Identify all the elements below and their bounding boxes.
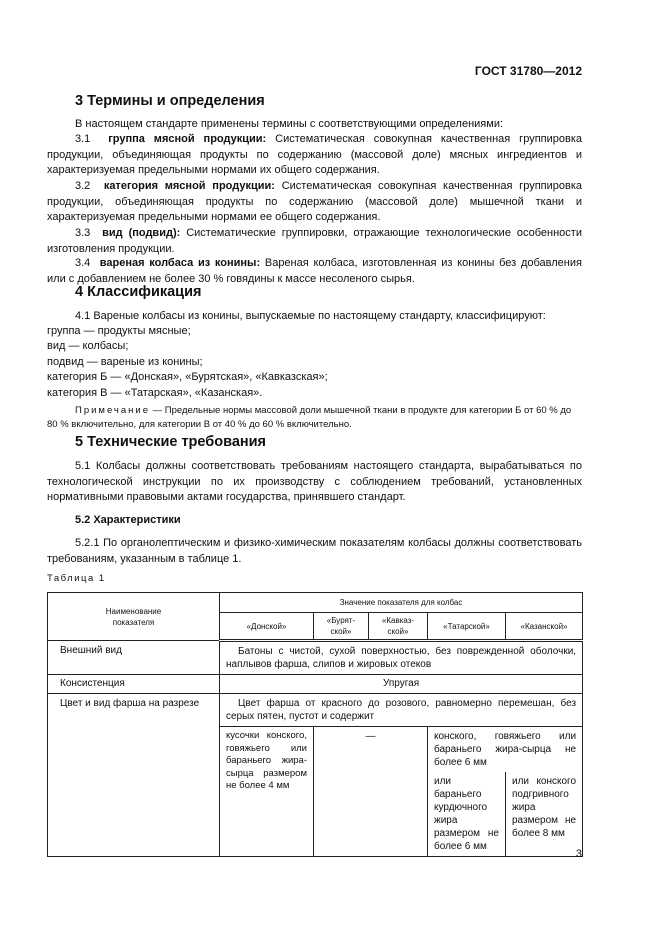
classification-item: категория В — «Татарская», «Казанская». bbox=[47, 387, 263, 399]
row-name-appearance: Внешний вид bbox=[48, 641, 220, 675]
page-number: 3 bbox=[575, 848, 582, 860]
classification-item: группа — продукты мясные; bbox=[47, 325, 191, 337]
table-row bbox=[48, 694, 583, 727]
term-name: группа мясной продукции: bbox=[108, 133, 267, 145]
table-caption: Таблица 1 bbox=[47, 573, 106, 584]
note-label: Примечание bbox=[75, 405, 150, 416]
term-3-3 bbox=[47, 226, 582, 257]
term-number: 3.1 bbox=[75, 133, 91, 145]
section-3-title: 3 Термины и определения bbox=[75, 93, 265, 109]
table-row bbox=[48, 675, 583, 694]
color-value-donskoy: кусочки конского, говяжьего или бараньего жира-сырца размером не более 4 мм bbox=[220, 727, 314, 857]
column-header-tatarskoy: «Татарской» bbox=[428, 613, 506, 641]
table-row bbox=[48, 641, 583, 675]
classification-item: категория Б — «Донская», «Бурятская», «Кавказская»; bbox=[47, 371, 328, 383]
term-name: категория мясной продукции: bbox=[103, 180, 275, 192]
row-name-consistency: Консистенция bbox=[48, 675, 220, 694]
term-3-1 bbox=[47, 132, 582, 179]
color-value-kazanskoy: или конского подгривного жира размером не более 8 мм bbox=[506, 772, 583, 857]
term-3-4 bbox=[47, 256, 582, 287]
term-3-2 bbox=[47, 179, 582, 226]
term-number: 3.2 bbox=[75, 180, 91, 192]
column-header-kazanskoy: «Казанской» bbox=[506, 613, 583, 641]
document-id: ГОСТ 31780—2012 bbox=[474, 64, 582, 78]
color-value-tatarskoy: или бараньего курдючного жира размером не более 6 мм bbox=[428, 772, 506, 857]
row-value-color: Цвет фарша от красного до розового, равномерно перемешан, без серых пятен, пустот и содержит bbox=[220, 694, 583, 727]
section-4-intro: 4.1 Вареные колбасы из конины, выпускаемые по настоящему стандарту, классифицируют: bbox=[75, 310, 546, 322]
term-definition: Систематическая совокупная качественная группировка продукции, объединяющая продукты по содержанию (массовой доле) мышечной ткани и характеризуемая предельными нормами ее общего содержания. bbox=[47, 180, 582, 223]
classification-note bbox=[47, 404, 582, 431]
note-text: — Предельные нормы массовой доли мышечной ткани в продукте для категории Б от 60 % до 80 % включительно, для категории В от 40 % до 60 % включительно. bbox=[47, 405, 572, 430]
classification-item: вид — колбасы; bbox=[47, 340, 129, 352]
column-group-header: Значение показателя для колбас bbox=[220, 593, 583, 613]
color-value-tatar-kazan: конского, говяжьего или бараньего жира-сырца не более 6 мм bbox=[428, 727, 583, 773]
row-value-consistency: Упругая bbox=[220, 675, 583, 694]
paragraph-5-1: 5.1 Колбасы должны соответствовать требованиям настоящего стандарта, вырабатываться по технологической инструкции по их производству с соблюдением требований, установленных нормативными правовыми актами государства, принявшего стандарт. bbox=[47, 460, 582, 503]
row-value-appearance: Батоны с чистой, сухой поверхностью, без поврежденной оболочки, наплывов фарша, слипов и жировых отеков bbox=[220, 641, 583, 675]
section-5-title: 5 Технические требования bbox=[75, 434, 267, 450]
section-4-title: 4 Классификация bbox=[75, 284, 202, 300]
classification-item: подвид — вареные из конины; bbox=[47, 356, 203, 368]
subsection-5-2-title: 5.2 Характеристики bbox=[75, 514, 181, 526]
row-name-color: Цвет и вид фарша на разрезе bbox=[48, 694, 220, 857]
section-3-intro: В настоящем стандарте применены термины с соответствующими определениями: bbox=[75, 118, 504, 130]
column-header-indicator: Наименование показателя bbox=[48, 593, 220, 641]
column-header-donskoy: «Донской» bbox=[220, 613, 314, 641]
term-definition: Вареная колбаса, изготовленная из конины без добавления или с добавлением не более 30 % говядины к массе несоленого сырья. bbox=[47, 257, 582, 285]
term-number: 3.4 bbox=[75, 257, 91, 269]
term-definition: Систематическая совокупная качественная группировка продукции, объединяющая продукты по содержанию (массовой доле) мясных ингредиентов и характеризуемая предельными нормами их общего содержания. bbox=[47, 133, 583, 176]
term-number: 3.3 bbox=[75, 227, 91, 239]
term-name: вареная колбаса из конины: bbox=[99, 257, 261, 269]
column-header-buryatskoy: «Бурят-ской» bbox=[314, 613, 369, 641]
term-definition: Систематические группировки, отражающие технологические особенности изготовления продукции. bbox=[47, 227, 582, 255]
column-header-kavkazskoy: «Кавказ-ской» bbox=[369, 613, 428, 641]
term-name: вид (подвид): bbox=[102, 227, 181, 239]
paragraph-5-2-1: 5.2.1 По органолептическим и физико-химическим показателям колбасы должны соответствовать требованиям, указанным в таблице 1. bbox=[47, 537, 582, 565]
color-value-buryat-kavkaz: — bbox=[314, 727, 428, 857]
characteristics-table bbox=[47, 592, 583, 857]
